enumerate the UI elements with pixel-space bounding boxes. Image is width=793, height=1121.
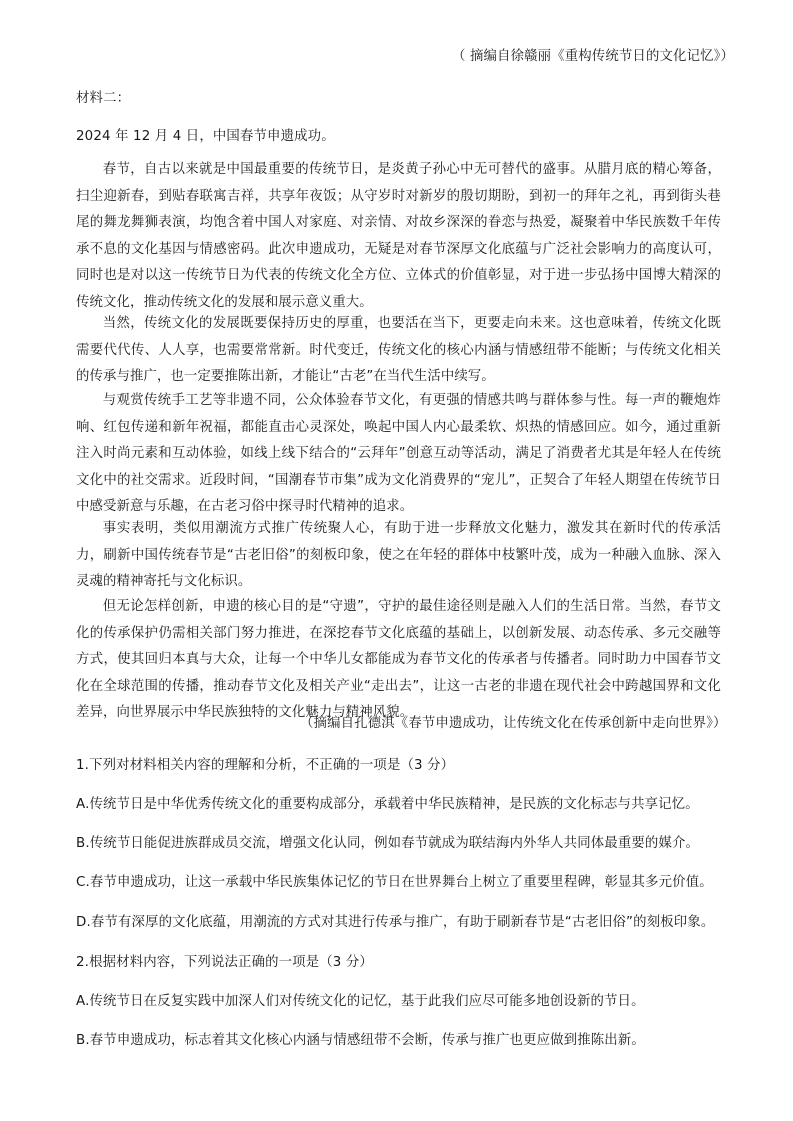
- question-2-stem: 2.根据材料内容，下列说法正确的一项是（3 分）: [76, 955, 373, 970]
- paragraph-3: 与观赏传统手工艺等非遗不同，公众体验春节文化，有更强的情感共鸣与群体参与性。每一声的鞭炮炸响、红包传递和新年祝福，都能直击心灵深处，唤起中国人内心最柔软、炽热的情感回应。如今，通过重新注入时尚元素和互动体验，如线上线下结合的“云拜年”创意互动等活动，满足了消费者尤其是年轻人在传统文化中的社交需求。近段时间，“国潮春节市集”成为文化消费界的“宠儿”，正契合了年轻人期望在传统节日中感受新意与乐趣，在古老习俗中探寻时代精神的追求。: [76, 393, 721, 514]
- source-citation-2: （摘编自孔德淇《春节申遗成功，让传统文化在传承创新中走向世界》）: [300, 716, 727, 731]
- source-citation-1: （ 摘编自徐赣丽《重构传统节日的文化记忆》）: [452, 49, 735, 64]
- question-1-option-c: C.春节申遗成功，让这一承载中华民族集体记忆的节日在世界舞台上树立了重要里程碑，彰显其多元价值。: [76, 875, 713, 890]
- paragraph-5: 但无论怎样创新，申遗的核心目的是“守遗”，守护的最佳途径则是融入人们的生活日常。当然，春节文化的传承保护仍需相关部门努力推进，在深挖春节文化底蕴的基础上，以创新发展、动态传承、多元交融等方式，使其回归本真与大众，让每一个中华儿女都能成为春节文化的传承者与传播者。同时助力中国春节文化在全球范围的传播，推动春节文化及相关产业“走出去”，让这一古老的非遗在现代社会中跨越国界和文化差异，向世界展示中华民族独特的文化魅力与精神风貌。: [76, 599, 721, 720]
- paragraph-4: 事实表明，类似用潮流方式推广传统聚人心，有助于进一步释放文化魅力，激发其在新时代的传承活力，刷新中国传统春节是“古老旧俗”的刻板印象，使之在年轻的群体中枝繁叶茂，成为一种融入血脉、深入灵魂的精神寄托与文化标识。: [76, 521, 721, 589]
- question-1-stem: 1.下列对材料相关内容的理解和分析，不正确的一项是（3 分）: [76, 758, 455, 773]
- material-2-label: 材料二：: [76, 91, 131, 106]
- question-2-option-b: B.春节申遗成功，标志着其文化核心内涵与情感纽带不会断，传承与推广也更应做到推陈出新。: [76, 1033, 645, 1048]
- date-line: 2024 年 12 月 4 日，中国春节申遗成功。: [76, 129, 335, 144]
- paragraph-2: 当然，传统文化的发展既要保持历史的厚重，也要活在当下，更要走向未来。这也意味着，传统文化既需要代代传、人人享，也需要常常新。时代变迁，传统文化的核心内涵与情感纽带不能断；与传统文化相关的传承与推广，也一定要推陈出新，才能让“古老”在当代生活中续写。: [76, 316, 721, 384]
- question-2-option-a: A.传统节日在反复实践中加深人们对传统文化的记忆，基于此我们应尽可能多地创设新的节日。: [76, 994, 645, 1009]
- question-1-option-d: D.春节有深厚的文化底蕴，用潮流的方式对其进行传承与推广，有助于刷新春节是“古老旧俗”的刻板印象。: [76, 915, 715, 930]
- paragraph-1: 春节，自古以来就是中国最重要的传统节日，是炎黄子孙心中无可替代的盛事。从腊月底的精心筹备，扫尘迎新春，到贴春联寓吉祥，共享年夜饭；从守岁时对新岁的殷切期盼，到初一的拜年之礼，再到街头巷尾的舞龙舞狮表演，均饱含着中国人对家庭、对亲情、对故乡深深的眷恋与热爱，凝聚着中华民族数千年传承不息的文化基因与情感密码。此次申遗成功，无疑是对春节深厚文化底蕴与广泛社会影响力的高度认可，同时也是对以这一传统节日为代表的传统文化全方位、立体式的价值彰显，对于进一步弘扬中国博大精深的传统文化，推动传统文化的发展和展示意义重大。: [76, 162, 721, 310]
- question-1-option-a: A.传统节日是中华优秀传统文化的重要构成部分，承载着中华民族精神，是民族的文化标志与共享记忆。: [76, 797, 699, 812]
- question-1-option-b: B.传统节日能促进族群成员交流，增强文化认同，例如春节就成为联结海内外华人共同体最重要的媒介。: [76, 836, 700, 851]
